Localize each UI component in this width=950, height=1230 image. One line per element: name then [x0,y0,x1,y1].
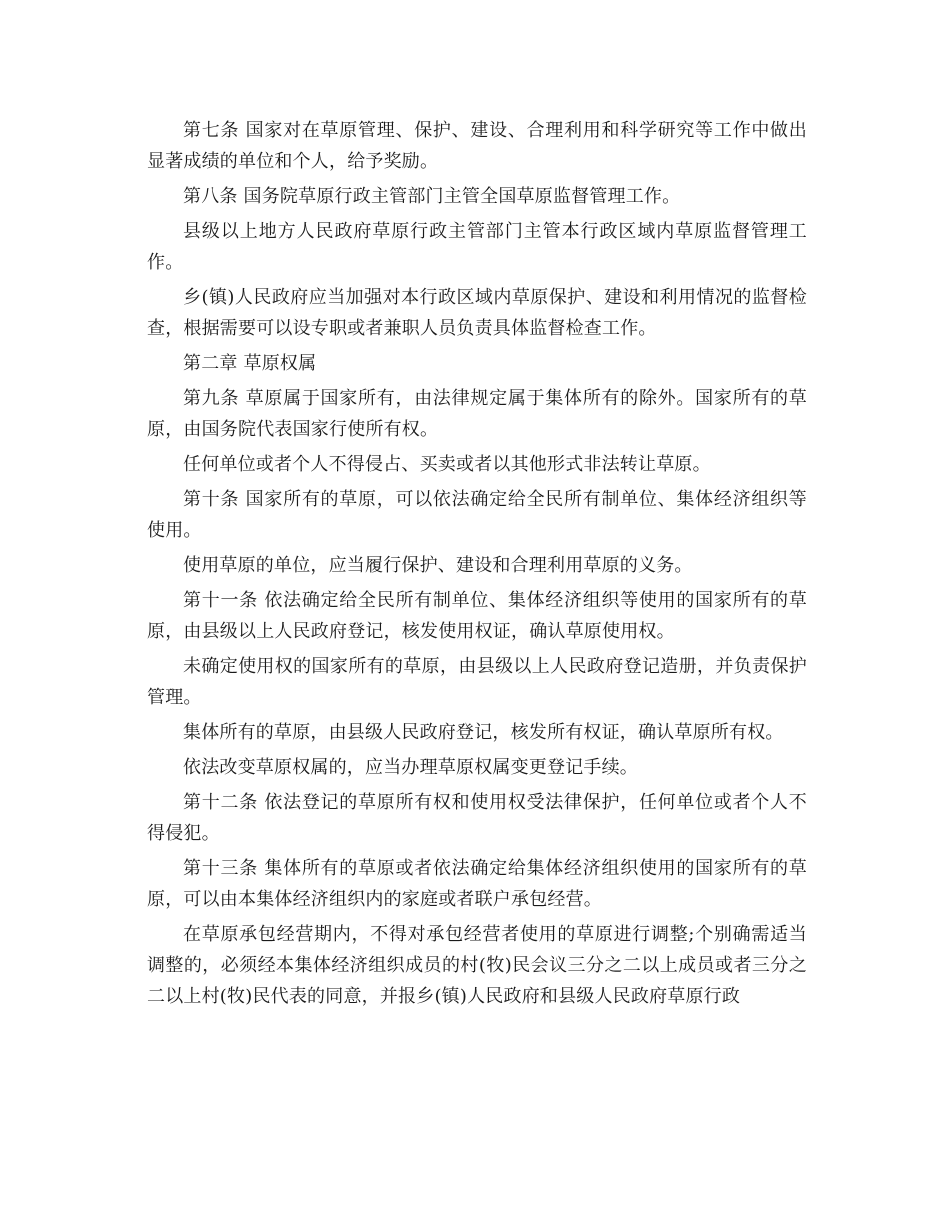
paragraph-article-11: 第十一条 依法确定给全民所有制单位、集体经济组织等使用的国家所有的草原，由县级以上人民政府登记，核发使用权证，确认草原使用权。 [147,590,807,642]
paragraph-article-13: 第十三条 集体所有的草原或者依法确定给集体经济组织使用的国家所有的草原，可以由本集体经济组织内的家庭或者联户承包经营。 [147,858,807,910]
paragraph-article-8: 第八条 国务院草原行政主管部门主管全国草原监督管理工作。 [183,186,681,207]
paragraph-township-supervision: 乡(镇)人民政府应当加强对本行政区域内草原保护、建设和利用情况的监督检查，根据需要可以设专职或者兼职人员负责具体监督检查工作。 [147,287,807,339]
paragraph-article-7: 第七条 国家对在草原管理、保护、建设、合理利用和科学研究等工作中做出显著成绩的单位和个人，给予奖励。 [147,120,807,172]
chapter-heading: 第二章 草原权属 [183,353,317,374]
paragraph-unassigned-grassland: 未确定使用权的国家所有的草原，由县级以上人民政府登记造册，并负责保护管理。 [147,656,807,708]
paragraph-county-supervision: 县级以上地方人民政府草原行政主管部门主管本行政区域内草原监督管理工作。 [147,221,807,273]
paragraph-article-12: 第十二条 依法登记的草原所有权和使用权受法律保护，任何单位或者个人不得侵犯。 [147,792,807,844]
paragraph-no-transfer: 任何单位或者个人不得侵占、买卖或者以其他形式非法转让草原。 [183,454,711,475]
paragraph-collective-grassland: 集体所有的草原，由县级人民政府登记，核发所有权证，确认草原所有权。 [183,722,784,743]
paragraph-contract-adjustment: 在草原承包经营期内，不得对承包经营者使用的草原进行调整;个别确需适当调整的，必须经本集体经济组织成员的村(牧)民会议三分之二以上成员或者三分之二以上村(牧)民代表的同意，并报乡(镇)人民政府和县级人民政府草原行政 [147,924,807,1007]
document-body [147,115,807,1016]
paragraph-article-10: 第十条 国家所有的草原，可以依法确定给全民所有制单位、集体经济组织等使用。 [147,489,807,541]
paragraph-ownership-change: 依法改变草原权属的，应当办理草原权属变更登记手续。 [183,757,638,778]
paragraph-user-obligations: 使用草原的单位，应当履行保护、建设和合理利用草原的义务。 [183,555,693,576]
paragraph-article-9: 第九条 草原属于国家所有，由法律规定属于集体所有的除外。国家所有的草原，由国务院代表国家行使所有权。 [147,388,807,440]
